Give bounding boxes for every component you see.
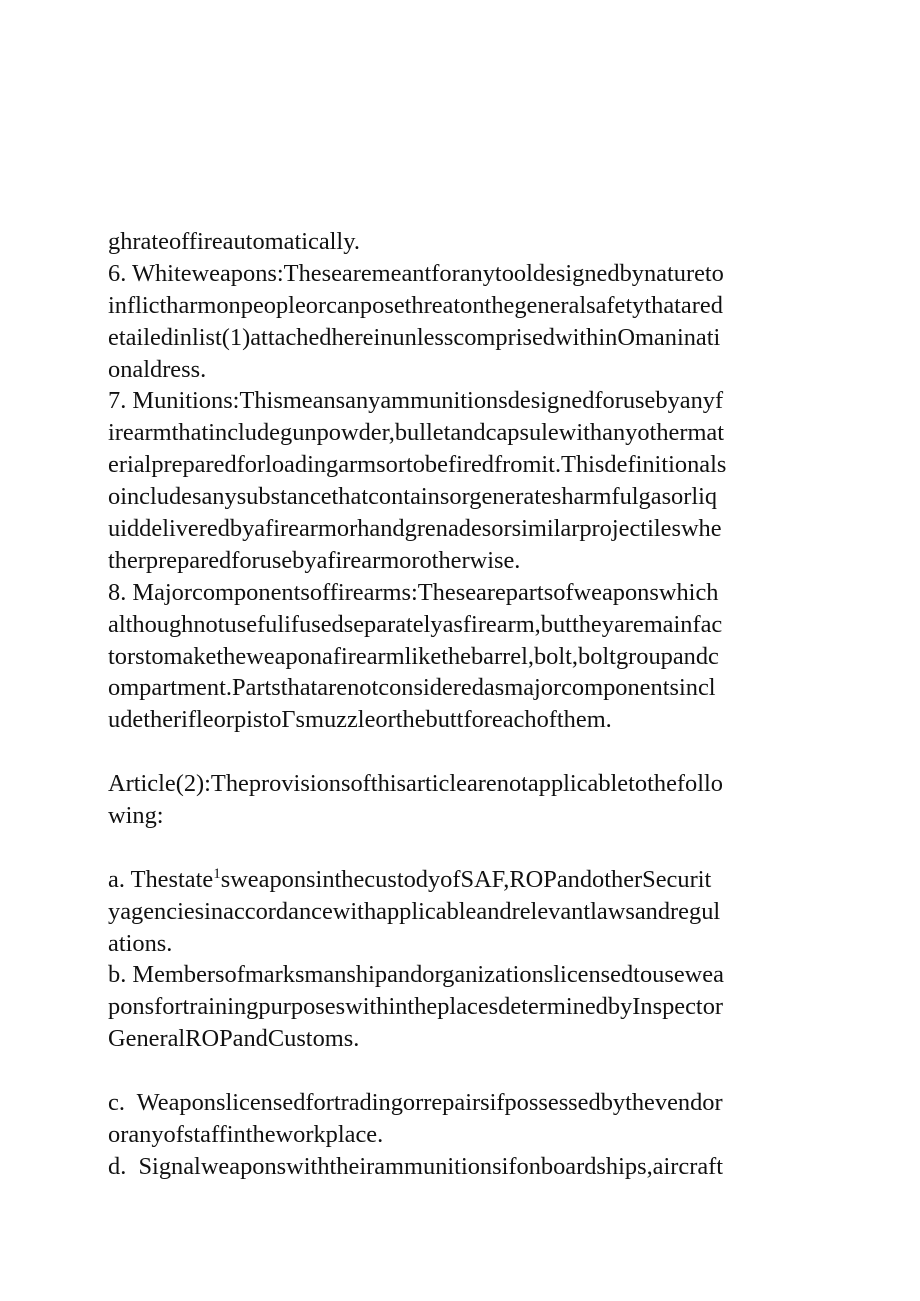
paragraph-gap (108, 736, 814, 768)
item-7-line: therpreparedforusebyafirearmorotherwise. (108, 546, 521, 574)
definition-item-7 (108, 385, 814, 576)
article-2-heading (108, 768, 814, 832)
item-a-line: ations. (108, 929, 173, 957)
item-d-line: d. Signalweaponswiththeirammunitionsifonboardships,aircraft (108, 1152, 724, 1180)
item-6-line: etailedinlist(1)attachedhereinunlesscomprisedwithinOmaninati (108, 323, 721, 351)
item-7-line: irearmthatincludegunpowder,bulletandcapsulewithanyothermat (108, 419, 725, 447)
item-7-line: uiddeliveredbyafirearmorhandgrenadesorsimilarprojectileswhe (108, 515, 722, 543)
article-2-item-d (108, 1151, 814, 1183)
definition-item-8 (108, 577, 814, 736)
item-8-line: 8. Majorcomponentsoffirearms:Thesearepartsofweaponswhich (108, 578, 719, 606)
item-a-first-text: a. Thestate (108, 865, 214, 893)
item-a-first-line (108, 864, 814, 896)
article-2-heading-line: wing: (108, 802, 164, 830)
item-8-line: udetherifleorpistoΓsmuzzleorthebuttforeachofthem. (108, 706, 612, 734)
item-b-line: GeneralROPandCustoms. (108, 1025, 360, 1053)
article-2-item-a (108, 864, 814, 960)
item-7-line: oincludesanysubstancethatcontainsorgeneratesharmfulgasorliq (108, 483, 718, 511)
footnote-marker: 1 (213, 865, 221, 882)
item-7-line: 7. Munitions:Thismeansanyammunitionsdesignedforusebyanyf (108, 387, 724, 415)
item-8-line: althoughnotusefulifusedseparatelyasfirearm,buttheyaremainfac (108, 610, 723, 638)
item-8-line: torstomaketheweaponafirearmlikethebarrel,bolt,boltgroupandc (108, 642, 719, 670)
document-page (108, 226, 814, 1183)
article-2-item-c (108, 1087, 814, 1151)
item-a-first-text-rest: sweaponsinthecustodyofSAF,ROPandotherSecurit (220, 865, 712, 893)
item-c-line: oranyofstaffintheworkplace. (108, 1120, 384, 1148)
article-2-heading-line: Article(2):Theprovisionsofthisarticlearenotapplicabletothefollo (108, 770, 723, 798)
item-7-line: erialpreparedforloadingarmsortobefiredfromit.Thisdefinitionals (108, 451, 727, 479)
continuation-line: ghrateoffireautomatically. (108, 228, 360, 255)
article-2-item-b (108, 959, 814, 1055)
paragraph-gap (108, 832, 814, 864)
item-b-line: b. Membersofmarksmanshipandorganizationslicensedtousewea (108, 961, 724, 989)
definition-item-6 (108, 258, 814, 386)
item-8-line: ompartment.Partsthatarenotconsideredasmajorcomponentsincl (108, 674, 716, 702)
item-c-line: c. Weaponslicensedfortradingorrepairsifpossessedbythevendor (108, 1089, 723, 1117)
item-b-line: ponsfortrainingpurposeswithintheplacesdeterminedbyInspector (108, 993, 724, 1021)
item-6-line: 6. Whiteweapons:Thesearemeantforanytooldesignedbynatureto (108, 259, 724, 287)
item-6-line: onaldress. (108, 355, 207, 383)
item-a-line: yagenciesinaccordancewithapplicableandrelevantlawsandregul (108, 897, 721, 925)
item-6-line: inflictharmonpeopleorcanposethreatonthegeneralsafetythatared (108, 291, 723, 319)
paragraph-gap (108, 1055, 814, 1087)
